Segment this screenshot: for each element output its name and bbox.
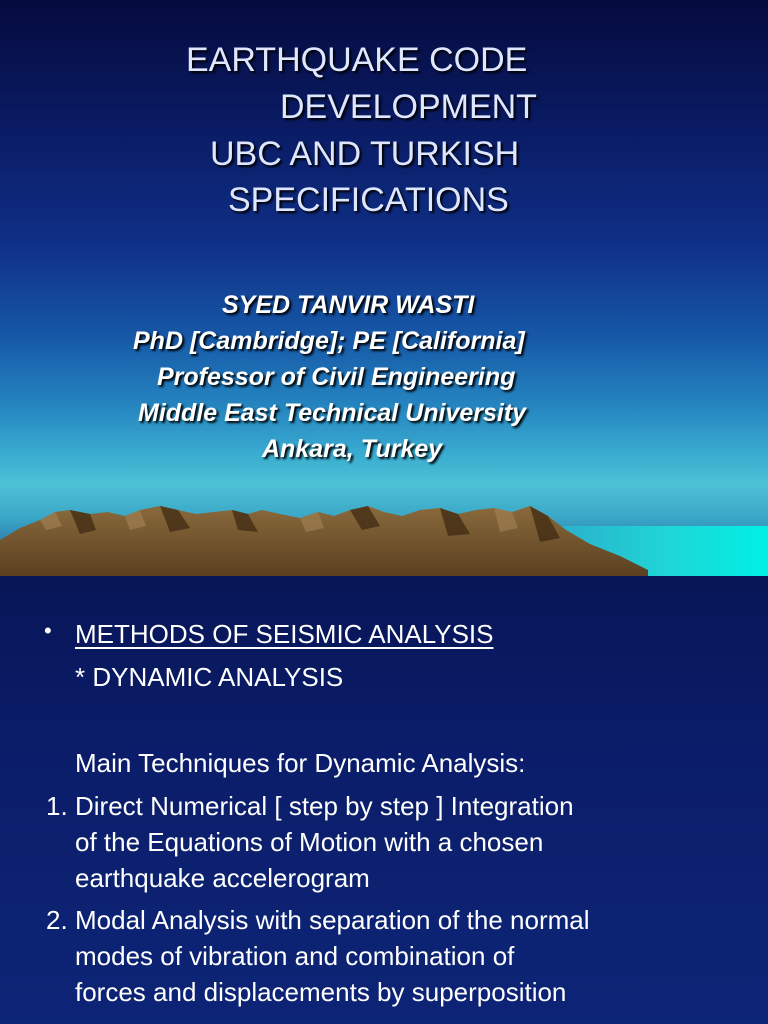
mountain-range-graphic (0, 490, 768, 576)
author-university: Middle East Technical University (138, 399, 527, 427)
methods-slide (0, 576, 768, 1024)
list-item-number: 1. (46, 791, 68, 821)
list-item-line: modes of vibration and combination of (75, 941, 515, 971)
methods-heading: METHODS OF SEISMIC ANALYSIS (75, 619, 494, 649)
author-position: Professor of Civil Engineering (157, 363, 516, 391)
author-name: SYED TANVIR WASTI (222, 291, 475, 319)
list-item-line: Direct Numerical [ step by step ] Integration (75, 791, 574, 821)
author-degrees: PhD [Cambridge]; PE [California] (133, 327, 525, 355)
techniques-intro: Main Techniques for Dynamic Analysis: (75, 748, 526, 778)
list-item-line: forces and displacements by superposition (75, 977, 567, 1007)
author-location: Ankara, Turkey (262, 435, 443, 463)
dynamic-analysis-subheading: * DYNAMIC ANALYSIS (75, 662, 344, 692)
title-line-4: SPECIFICATIONS (228, 181, 509, 219)
list-item-line: of the Equations of Motion with a chosen (75, 827, 544, 857)
title-line-1: EARTHQUAKE CODE (186, 41, 528, 79)
list-item-line: earthquake accelerogram (75, 863, 370, 893)
bullet-icon: • (44, 618, 52, 643)
title-line-3: UBC AND TURKISH (210, 135, 520, 173)
list-item-line: Modal Analysis with separation of the normal (75, 905, 590, 935)
title-line-2: DEVELOPMENT (280, 88, 537, 126)
list-item-number: 2. (46, 905, 68, 935)
